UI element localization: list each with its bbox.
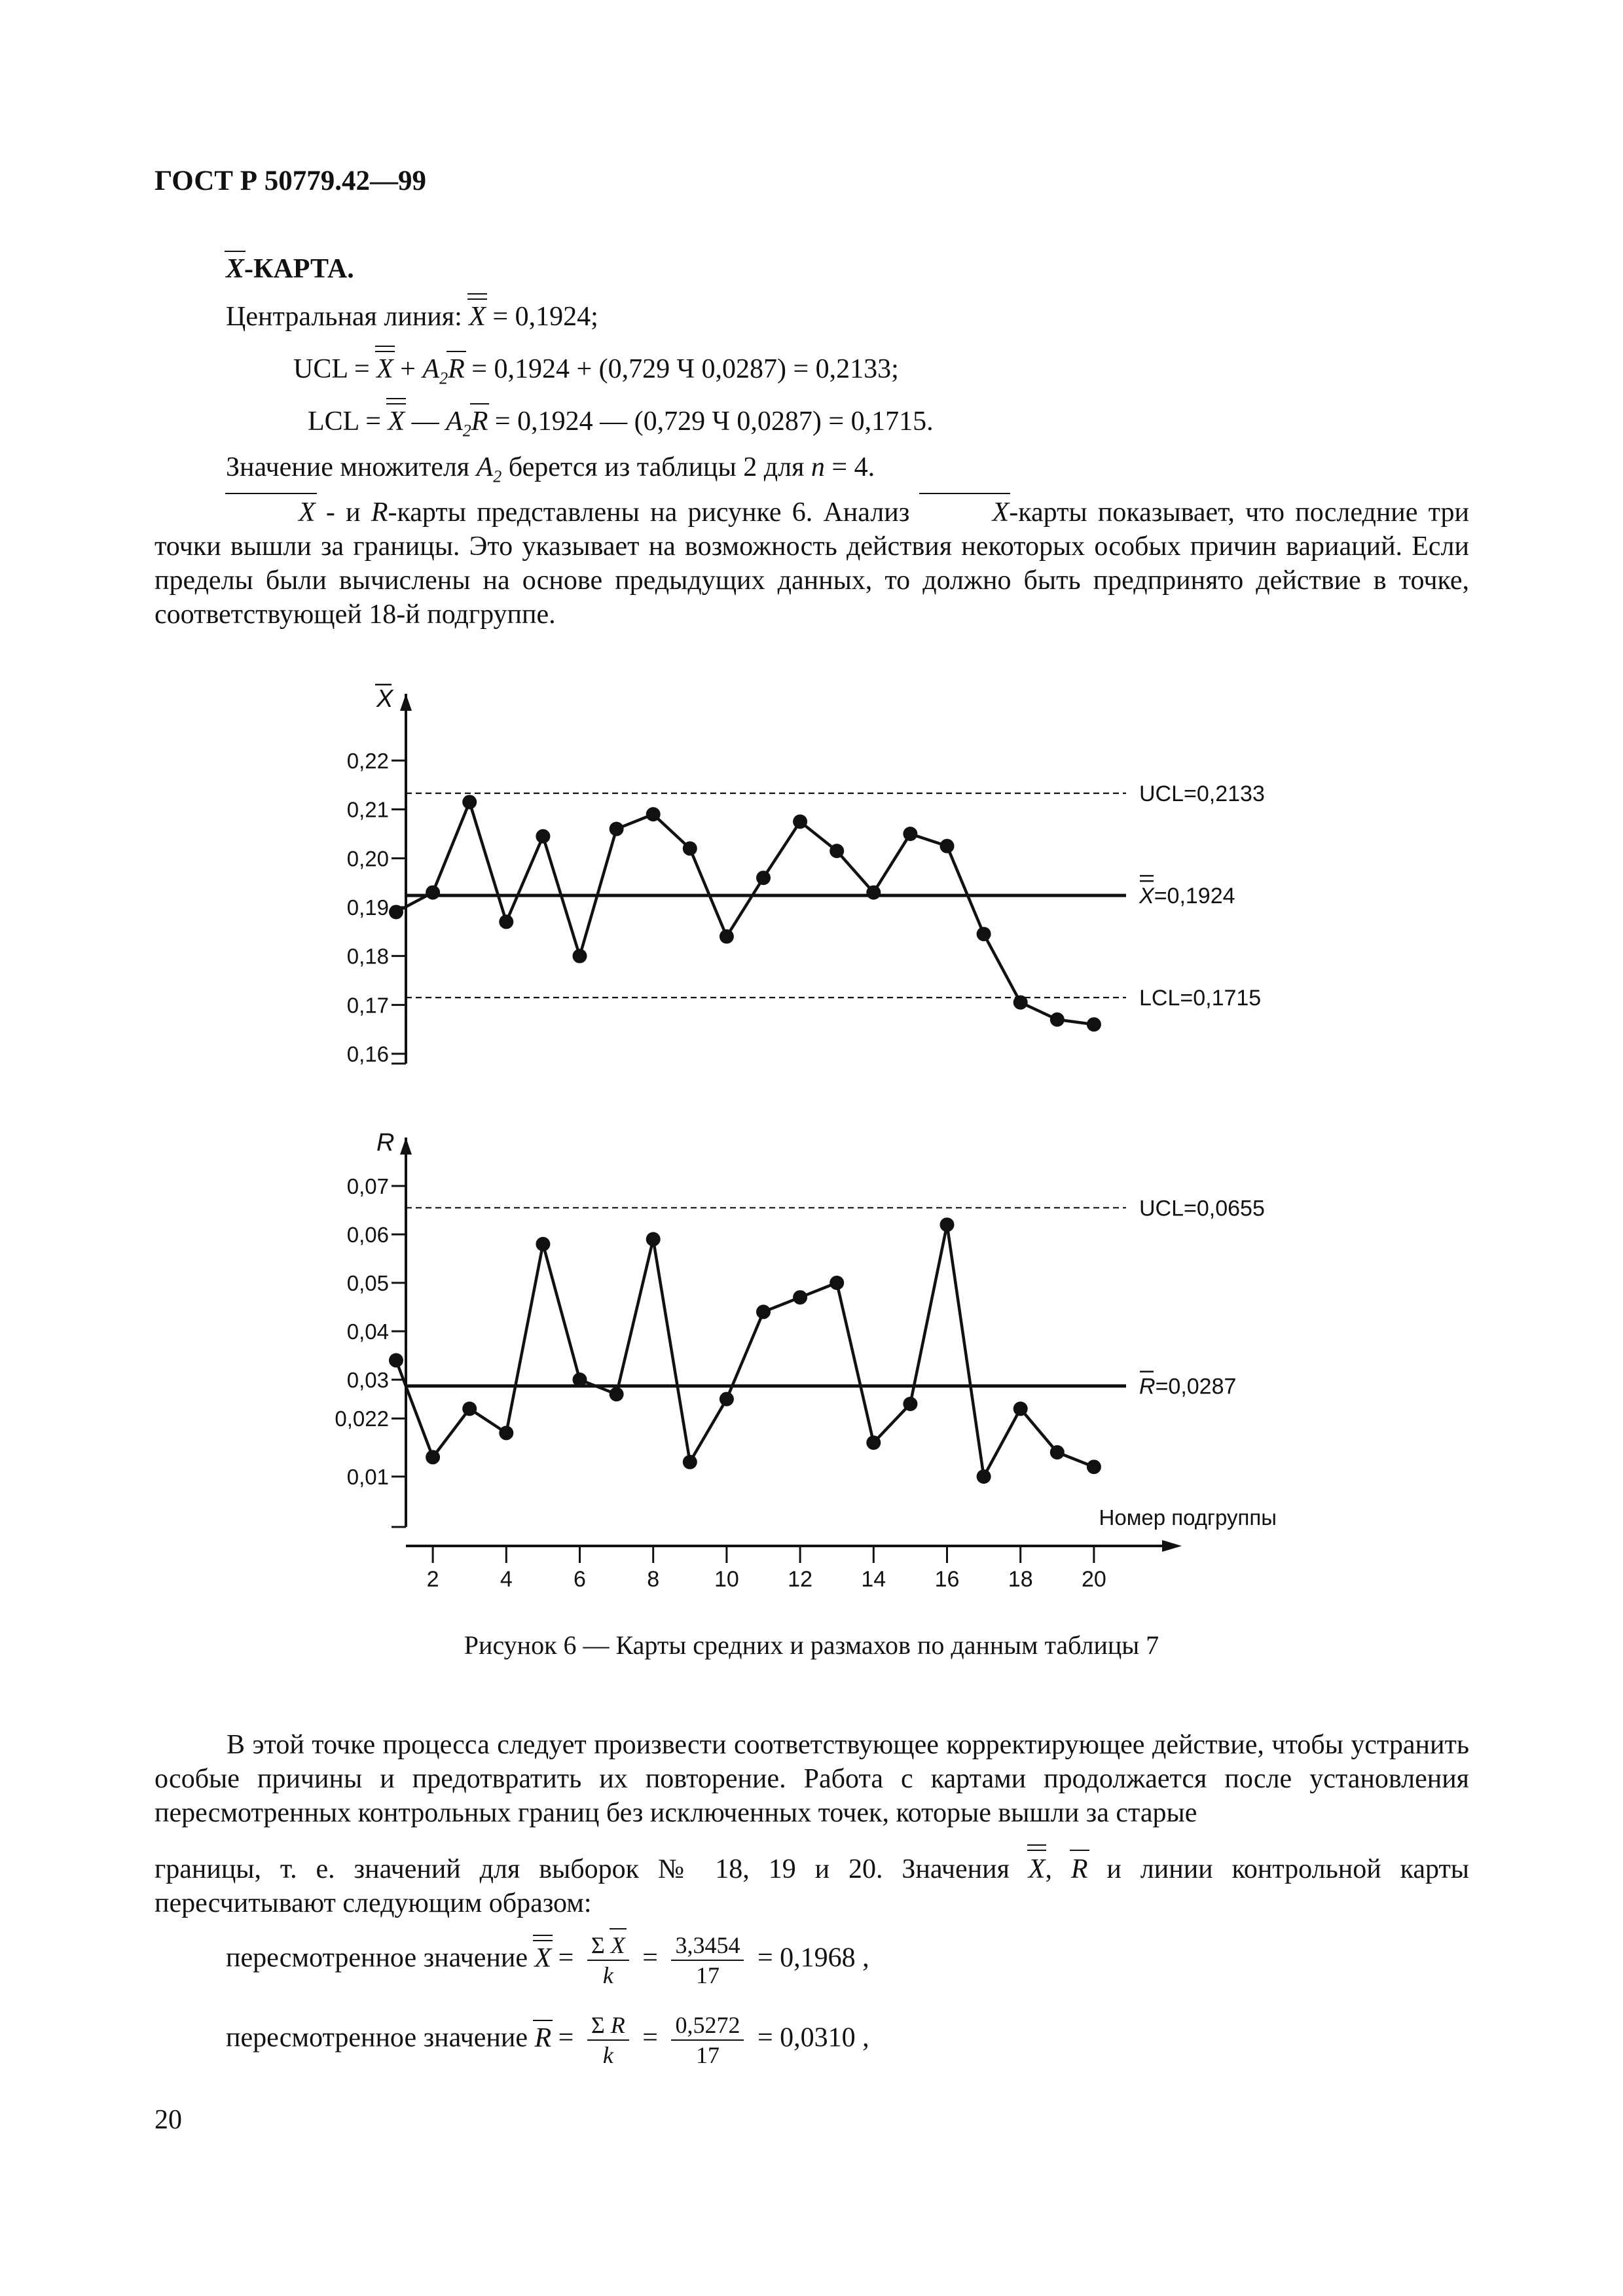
x-tick-label: 8 bbox=[647, 1567, 660, 1592]
data-point bbox=[1087, 1460, 1101, 1474]
data-point bbox=[793, 814, 807, 829]
sum-symbol: Σ bbox=[591, 1932, 605, 1958]
y-tick-label: 0,21 bbox=[346, 797, 389, 822]
y-tick-label: 0,22 bbox=[346, 749, 389, 773]
x-bar-symbol: X bbox=[227, 495, 316, 529]
a2-note-post: берется из таблицы 2 для bbox=[508, 452, 805, 482]
x-bar-chart bbox=[347, 685, 1265, 1066]
paragraph-2-line-2-post: и линии контрольной карты bbox=[1106, 1854, 1470, 1884]
x-double-bar-symbol: X bbox=[1029, 1852, 1046, 1886]
x-axis-label: Номер подгруппы bbox=[1099, 1505, 1277, 1530]
reference-line-label: X=0,1924 bbox=[1139, 884, 1235, 909]
data-point bbox=[940, 1217, 955, 1232]
data-point bbox=[536, 829, 550, 844]
r-numerator: 0,5272 bbox=[671, 2011, 744, 2041]
data-point bbox=[1087, 1017, 1101, 1031]
lcl-formula: LCL = X — $A_2R = 0,1924$ — (0,729 Ч 0,0287) = 0,1715. bbox=[308, 406, 934, 440]
data-point bbox=[830, 1276, 844, 1290]
data-point bbox=[389, 1353, 403, 1367]
data-point bbox=[866, 886, 881, 900]
value-fraction bbox=[671, 2011, 744, 2070]
data-point bbox=[1013, 996, 1028, 1010]
paragraph-2: В этой точке процесса следует произвести соответствующее корректирующее действие, чтобы устранить особые причины и предотвратить их повторение. Работа с картами продолжается после установления пересмотренных контрольных границ без исключенных точек, которые вышли за старые bbox=[155, 1730, 1469, 1828]
data-point bbox=[462, 795, 477, 809]
data-point bbox=[389, 905, 403, 919]
page-number: 20 bbox=[155, 2105, 182, 2135]
revised-r-formula: пересмотренное значение R = $\frac{\text{Σ R}}{k}$ = $\frac{0,5272}{17}$ = 0,0310 , bbox=[226, 2012, 869, 2068]
data-point bbox=[977, 927, 991, 941]
reference-line-label: R=0,0287 bbox=[1139, 1374, 1237, 1399]
data-point bbox=[940, 839, 955, 853]
r-symbol: R bbox=[371, 497, 388, 528]
paragraph-1-part-2: -карты представлены на рисунке 6. Анализ bbox=[388, 497, 910, 528]
revised-r-result: = 0,0310 , bbox=[757, 2022, 869, 2053]
x-axis-arrow bbox=[1162, 1540, 1182, 1552]
ucl-tail: = 0,1924 + (0,729 Ч 0,0287) = 0,2133; bbox=[471, 354, 899, 384]
data-point bbox=[462, 1401, 477, 1416]
ucl-prefix: UCL = bbox=[293, 354, 370, 384]
lcl-prefix: LCL = bbox=[308, 406, 381, 437]
y-tick-label: 0,01 bbox=[346, 1465, 389, 1489]
paragraph-1-part-1: - и bbox=[325, 497, 361, 528]
x-double-bar-symbol: X bbox=[388, 406, 405, 437]
sum-symbol: Σ bbox=[591, 2012, 605, 2038]
x-tick-label: 4 bbox=[500, 1567, 513, 1592]
data-point bbox=[903, 1397, 917, 1411]
reference-line-label: UCL=0,2133 bbox=[1139, 781, 1265, 807]
data-line bbox=[396, 1225, 1094, 1477]
x-bar-symbol: X bbox=[921, 495, 1010, 529]
x-bar-symbol: X bbox=[610, 1932, 625, 1958]
value-fraction bbox=[671, 1931, 744, 1990]
data-point bbox=[646, 807, 661, 821]
data-point bbox=[610, 822, 624, 836]
data-point bbox=[573, 949, 587, 963]
data-point bbox=[573, 1372, 587, 1387]
x-double-bar-symbol: X bbox=[376, 354, 393, 384]
paragraph-2-line-3: пересчитывают следующим образом: bbox=[155, 1888, 592, 1918]
n-symbol: n bbox=[811, 452, 825, 482]
y-tick-label: 0,022 bbox=[335, 1407, 389, 1431]
revised-x-label: пересмотренное значение bbox=[226, 1943, 528, 1973]
x-denominator: 17 bbox=[695, 1962, 720, 1988]
data-point bbox=[426, 886, 440, 900]
document-header: ГОСТ Р 50779.42—99 bbox=[155, 166, 427, 196]
y-axis-label: R bbox=[376, 1129, 395, 1157]
y-axis-arrow bbox=[400, 694, 412, 711]
y-tick-label: 0,17 bbox=[346, 993, 389, 1018]
data-point bbox=[1050, 1013, 1065, 1027]
data-point bbox=[793, 1290, 807, 1304]
a2-note-pre: Значение множителя bbox=[226, 452, 470, 482]
revised-x-formula: пересмотренное значение X = $\frac{\text{Σ X}}{k}$ = $\frac{3,3454}{17}$ = 0,1968 , bbox=[226, 1932, 869, 1988]
data-point bbox=[499, 914, 513, 929]
data-point bbox=[830, 844, 844, 858]
section-title-text: -КАРТА. bbox=[244, 254, 354, 284]
y-tick-label: 0,05 bbox=[346, 1271, 389, 1295]
data-point bbox=[499, 1426, 513, 1440]
data-point bbox=[720, 929, 734, 944]
data-point bbox=[720, 1392, 734, 1407]
center-line-label: Центральная линия: bbox=[226, 302, 462, 332]
r-denominator: 17 bbox=[695, 2042, 720, 2068]
r-bar-symbol: R bbox=[448, 354, 465, 384]
k-symbol: k bbox=[602, 1962, 613, 1988]
paragraph-1-part-3: -карты показывает, что последние три точки вышли за границы. Это указывает на возможность действия некоторых особых причин вариаций. Если пределы были вычислены на основе предыдущих данных, то должно быть предпринято действие в точке, соответствующей 18-й подгруппе. bbox=[155, 497, 1470, 630]
x-tick-label: 16 bbox=[934, 1567, 960, 1592]
k-symbol: k bbox=[602, 2042, 613, 2068]
data-point bbox=[903, 827, 917, 841]
y-axis-label: X bbox=[376, 685, 393, 713]
r-symbol: R bbox=[610, 2012, 625, 2038]
data-point bbox=[610, 1387, 624, 1401]
y-tick-label: 0,20 bbox=[346, 846, 389, 871]
data-point bbox=[756, 870, 771, 885]
y-tick-label: 0,04 bbox=[346, 1319, 389, 1344]
sum-fraction bbox=[587, 2011, 629, 2070]
lcl-tail: = 0,1924 — (0,729 Ч 0,0287) = 0,1715. bbox=[494, 406, 934, 437]
y-tick-label: 0,06 bbox=[346, 1223, 389, 1247]
ucl-formula: UCL = $X + A_2R = 0,1924 + (0,729$ Ч 0,0287) = 0,2133; bbox=[293, 354, 899, 388]
x-numerator: 3,3454 bbox=[671, 1931, 744, 1961]
revised-x-result: = 0,1968 , bbox=[757, 1943, 869, 1973]
r-bar-symbol: R bbox=[534, 2022, 552, 2053]
r-bar-symbol: R bbox=[471, 406, 488, 437]
reference-line-label: LCL=0,1715 bbox=[1139, 986, 1262, 1011]
x-tick-label: 10 bbox=[714, 1567, 739, 1592]
revised-r-label: пересмотренное значение bbox=[226, 2022, 528, 2053]
data-point bbox=[426, 1450, 440, 1464]
y-tick-label: 0,16 bbox=[346, 1042, 389, 1066]
x-double-bar-symbol: X bbox=[534, 1943, 552, 1973]
reference-line-label: UCL=0,0655 bbox=[1139, 1196, 1265, 1221]
x-tick-label: 2 bbox=[426, 1567, 439, 1592]
data-point bbox=[646, 1232, 661, 1246]
data-line bbox=[396, 802, 1094, 1024]
y-tick-label: 0,18 bbox=[346, 944, 389, 969]
y-axis-arrow bbox=[400, 1138, 412, 1155]
a2-symbol: $A_2$ bbox=[446, 406, 471, 440]
y-tick-label: 0,03 bbox=[346, 1368, 389, 1392]
data-point bbox=[866, 1435, 881, 1450]
r-bar-symbol: R bbox=[1071, 1852, 1088, 1886]
x-bar-symbol: X bbox=[226, 254, 245, 284]
center-line-value: = 0,1924; bbox=[492, 302, 598, 332]
a2-note-n: = 4. bbox=[831, 452, 875, 482]
data-point bbox=[1013, 1401, 1028, 1416]
paragraph-2-line-2-pre: границы, т. е. значений для выборок № 18, 19 и 20. Значения bbox=[155, 1854, 1010, 1884]
data-point bbox=[683, 841, 697, 855]
x-tick-label: 18 bbox=[1008, 1567, 1033, 1592]
x-tick-label: 20 bbox=[1081, 1567, 1106, 1592]
x-double-bar-symbol: X bbox=[469, 302, 486, 332]
a2-symbol: $A_2$ bbox=[476, 452, 502, 486]
paragraph-2-line-2: границы, т. е. значений для выборок № 18, 19 и 20. Значения X, R и линии контрольной карты bbox=[155, 1852, 1469, 1886]
x-tick-label: 12 bbox=[788, 1567, 813, 1592]
data-point bbox=[536, 1237, 550, 1251]
a2-symbol: $A_2$ bbox=[422, 354, 448, 388]
x-tick-label: 6 bbox=[574, 1567, 586, 1592]
data-point bbox=[977, 1469, 991, 1484]
data-point bbox=[683, 1455, 697, 1469]
sum-fraction bbox=[587, 1931, 629, 1990]
r-chart bbox=[335, 1129, 1277, 1592]
y-tick-label: 0,07 bbox=[346, 1174, 389, 1198]
figure-caption: Рисунок 6 — Карты средних и размахов по данным таблицы 7 bbox=[464, 1630, 1159, 1660]
data-point bbox=[1050, 1445, 1065, 1460]
x-tick-label: 14 bbox=[861, 1567, 886, 1592]
y-tick-label: 0,19 bbox=[346, 895, 389, 920]
data-point bbox=[756, 1304, 771, 1319]
